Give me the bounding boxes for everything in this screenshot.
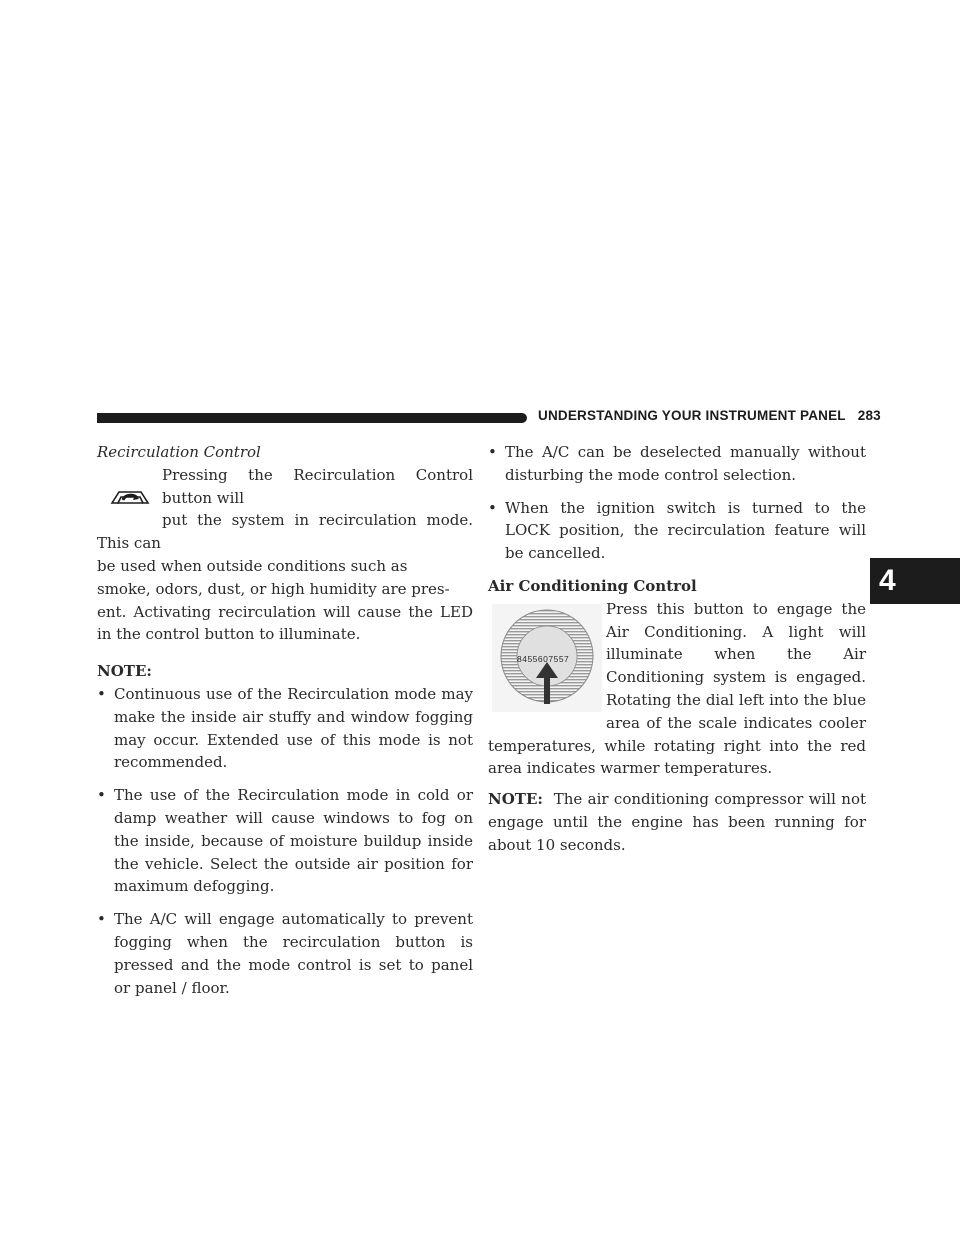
ac-section [488,598,866,780]
recirculation-line-3: be used when outside conditions such as [97,556,408,575]
chapter-tab: 4 [870,558,960,604]
image-code: 8455607557 [517,654,570,664]
list-item [488,441,866,487]
list-item [97,683,473,774]
recirculation-line-2: put the system in recirculation mode. This can [97,511,473,553]
recirculation-line-1: Pressing the Recirculation Control button will [162,465,473,507]
bullet-text: The A/C will engage automatically to prevent fogging when the recirculation button is pressed and the mode control is set to panel or panel / floor. [114,910,473,997]
list-item [97,784,473,898]
header-rule [97,413,527,423]
recirculation-intro [97,464,473,601]
note-bullets-left [97,683,473,999]
ac-note-label: NOTE: [488,790,543,809]
header-title: UNDERSTANDING YOUR INSTRUMENT PANEL [538,408,846,423]
recirculation-line-4: smoke, odors, dust, or high humidity are pres- [97,579,450,598]
ac-note [488,788,866,856]
bullet-icon: • [97,786,106,805]
bullet-icon: • [488,443,497,461]
note-label: NOTE: [97,662,152,681]
bullet-text: Continuous use of the Recirculation mode may make the inside air stuffy and window fogging may occur. Extended use of this mode is not recommended. [114,684,473,772]
right-column [488,441,866,857]
running-header [538,408,881,423]
page-number: 283 [857,408,881,423]
note-bullets-right [488,441,866,565]
list-item [97,908,473,999]
bullet-text: The A/C can be deselected manually without disturbing the mode control selection. [505,443,866,484]
recirculation-heading: Recirculation Control [97,443,261,461]
bullet-icon: • [488,498,497,517]
list-item [488,497,866,565]
bullet-text: When the ignition switch is turned to the LOCK position, the recirculation feature will be cancelled. [505,498,866,563]
recirculation-icon [97,464,162,532]
bullet-icon: • [97,910,106,929]
ac-body: Press this button to engage the Air Conditioning. A light will illuminate when the Air Conditioning system is engaged. Rotating the dial left into the blue area of the scale indicates cooler temperatures, while rotating right into the red area indicates warmer temperatures. [488,599,866,778]
bullet-text: The use of the Recirculation mode in cold or damp weather will cause windows to fog on the inside, because of moisture buildup inside the vehicle. Select the outside air position for maximum defogging. [114,786,473,896]
recirculation-continuation: ent. Activating recirculation will cause the LED in the control button to illuminate. [97,602,473,644]
bullet-icon: • [97,684,106,703]
ac-note-text: The air conditioning compressor will not engage until the engine has been running for about 10 seconds. [488,790,866,854]
ac-heading: Air Conditioning Control [488,576,697,595]
left-column [97,441,473,999]
